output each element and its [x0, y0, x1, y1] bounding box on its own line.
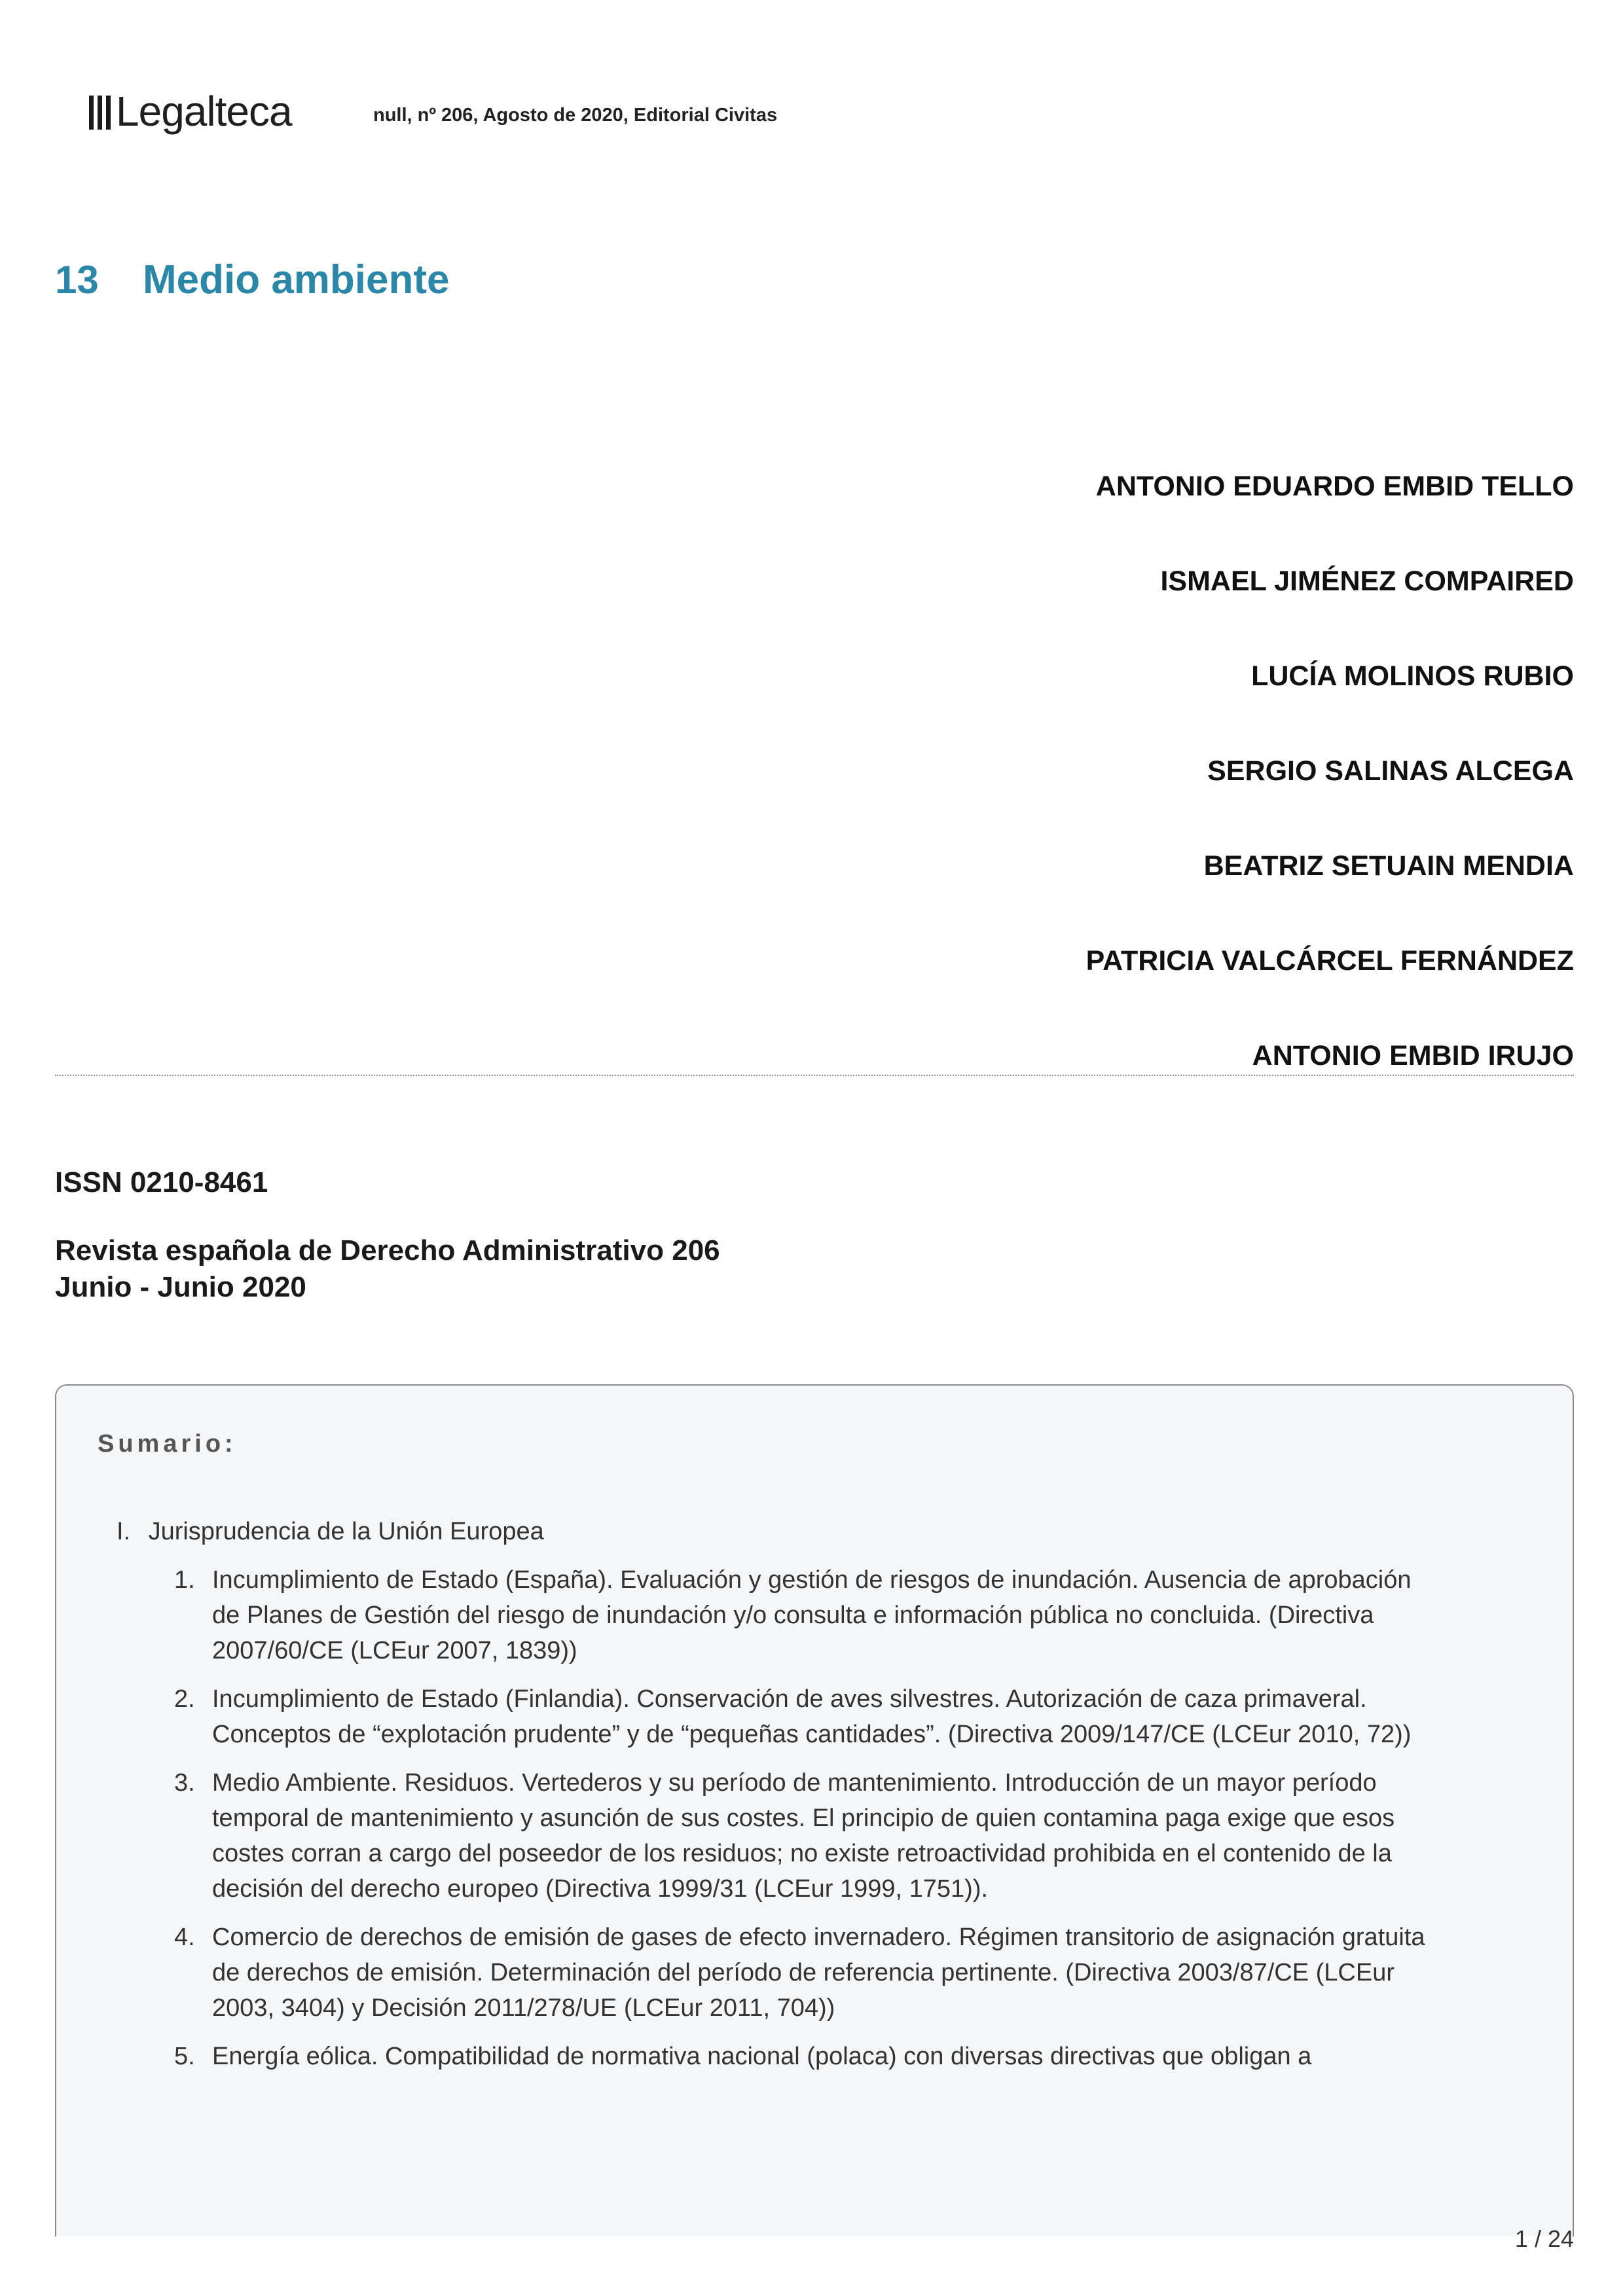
summary-item[interactable]: [174, 1562, 1484, 1668]
chapter-number: 13: [55, 258, 99, 302]
summary-item[interactable]: [174, 2039, 1484, 2074]
author-name: SERGIO SALINAS ALCEGA: [1207, 755, 1574, 787]
issn: ISSN 0210-8461: [55, 1166, 268, 1198]
author-name: LUCÍA MOLINOS RUBIO: [1251, 660, 1574, 692]
author-name: BEATRIZ SETUAIN MENDIA: [1203, 850, 1574, 882]
document-header: [89, 85, 875, 137]
item-number: 1.: [174, 1566, 195, 1594]
item-text: Energía eólica. Compatibilidad de normativa nacional (polaca) con diversas directivas que obligan a: [212, 2043, 1312, 2070]
chapter-title: Medio ambiente: [143, 257, 450, 302]
item-text: Incumplimiento de Estado (Finlandia). Conservación de aves silvestres. Autorización de caza primaveral. Conceptos de “explotación prudente” y de “pequeñas cantidades”. (Directiva 2009/147/CE (LCEur 2010, 72)): [212, 1685, 1412, 1748]
author-name: PATRICIA VALCÁRCEL FERNÁNDEZ: [1085, 945, 1574, 977]
dotted-divider: [55, 1075, 1574, 1076]
item-text: Comercio de derechos de emisión de gases de efecto invernadero. Régimen transitorio de asignación gratuita de derechos de emisión. Determinación del período de referencia pertinente. (Directiva 2003/87/CE (LCEur 2003, 3404) y Decisión 2011/278/UE (LCEur 2011, 704)): [212, 1924, 1425, 2022]
author-name: ISMAEL JIMÉNEZ COMPAIRED: [1160, 565, 1574, 597]
logo-bars-icon: [89, 93, 111, 130]
publication-meta: null, nº 206, Agosto de 2020, Editorial Civitas: [373, 105, 778, 126]
section-number: I.: [117, 1518, 131, 1545]
summary-item[interactable]: [174, 1920, 1484, 2026]
chapter-heading: [55, 257, 450, 303]
summary-item[interactable]: [174, 1765, 1484, 1907]
item-number: 2.: [174, 1685, 195, 1713]
item-number: 5.: [174, 2043, 195, 2070]
item-number: 4.: [174, 1924, 195, 1951]
summary-items: [174, 1562, 1484, 2087]
item-text: Medio Ambiente. Residuos. Vertederos y su período de mantenimiento. Introducción de un mayor período temporal de mantenimiento y asunción de sus costes. El principio de quien contamina paga exige que esos costes corran a cargo del poseedor de los residuos; no existe retroactividad prohibida en el contenido de la decisión del derecho europeo (Directiva 1999/31 (LCEur 1999, 1751)).: [212, 1769, 1395, 1903]
logo-text: Legalteca: [116, 88, 292, 135]
author-name: ANTONIO EDUARDO EMBID TELLO: [1095, 471, 1574, 502]
summary-box: [55, 1384, 1574, 2236]
item-number: 3.: [174, 1769, 195, 1797]
journal-date: Junio - Junio 2020: [55, 1271, 306, 1303]
page-number: 1 / 24: [1514, 2225, 1574, 2252]
journal-name: Revista española de Derecho Administrativo 206: [55, 1234, 720, 1266]
author-name: ANTONIO EMBID IRUJO: [1252, 1040, 1574, 1071]
item-text: Incumplimiento de Estado (España). Evaluación y gestión de riesgos de inundación. Ausencia de aprobación de Planes de Gestión del riesgo de inundación y/o consulta e información pública no concluida. (Directiva 2007/60/CE (LCEur 2007, 1839)): [212, 1566, 1412, 1664]
section-link[interactable]: Jurisprudencia de la Unión Europea: [148, 1518, 544, 1545]
journal-info: [55, 1232, 720, 1306]
summary-title: Sumario:: [98, 1430, 237, 1458]
summary-item[interactable]: [174, 1681, 1484, 1752]
legalteca-logo: [89, 85, 292, 137]
author-list: [1086, 470, 1574, 1134]
summary-section: [117, 1518, 544, 1546]
